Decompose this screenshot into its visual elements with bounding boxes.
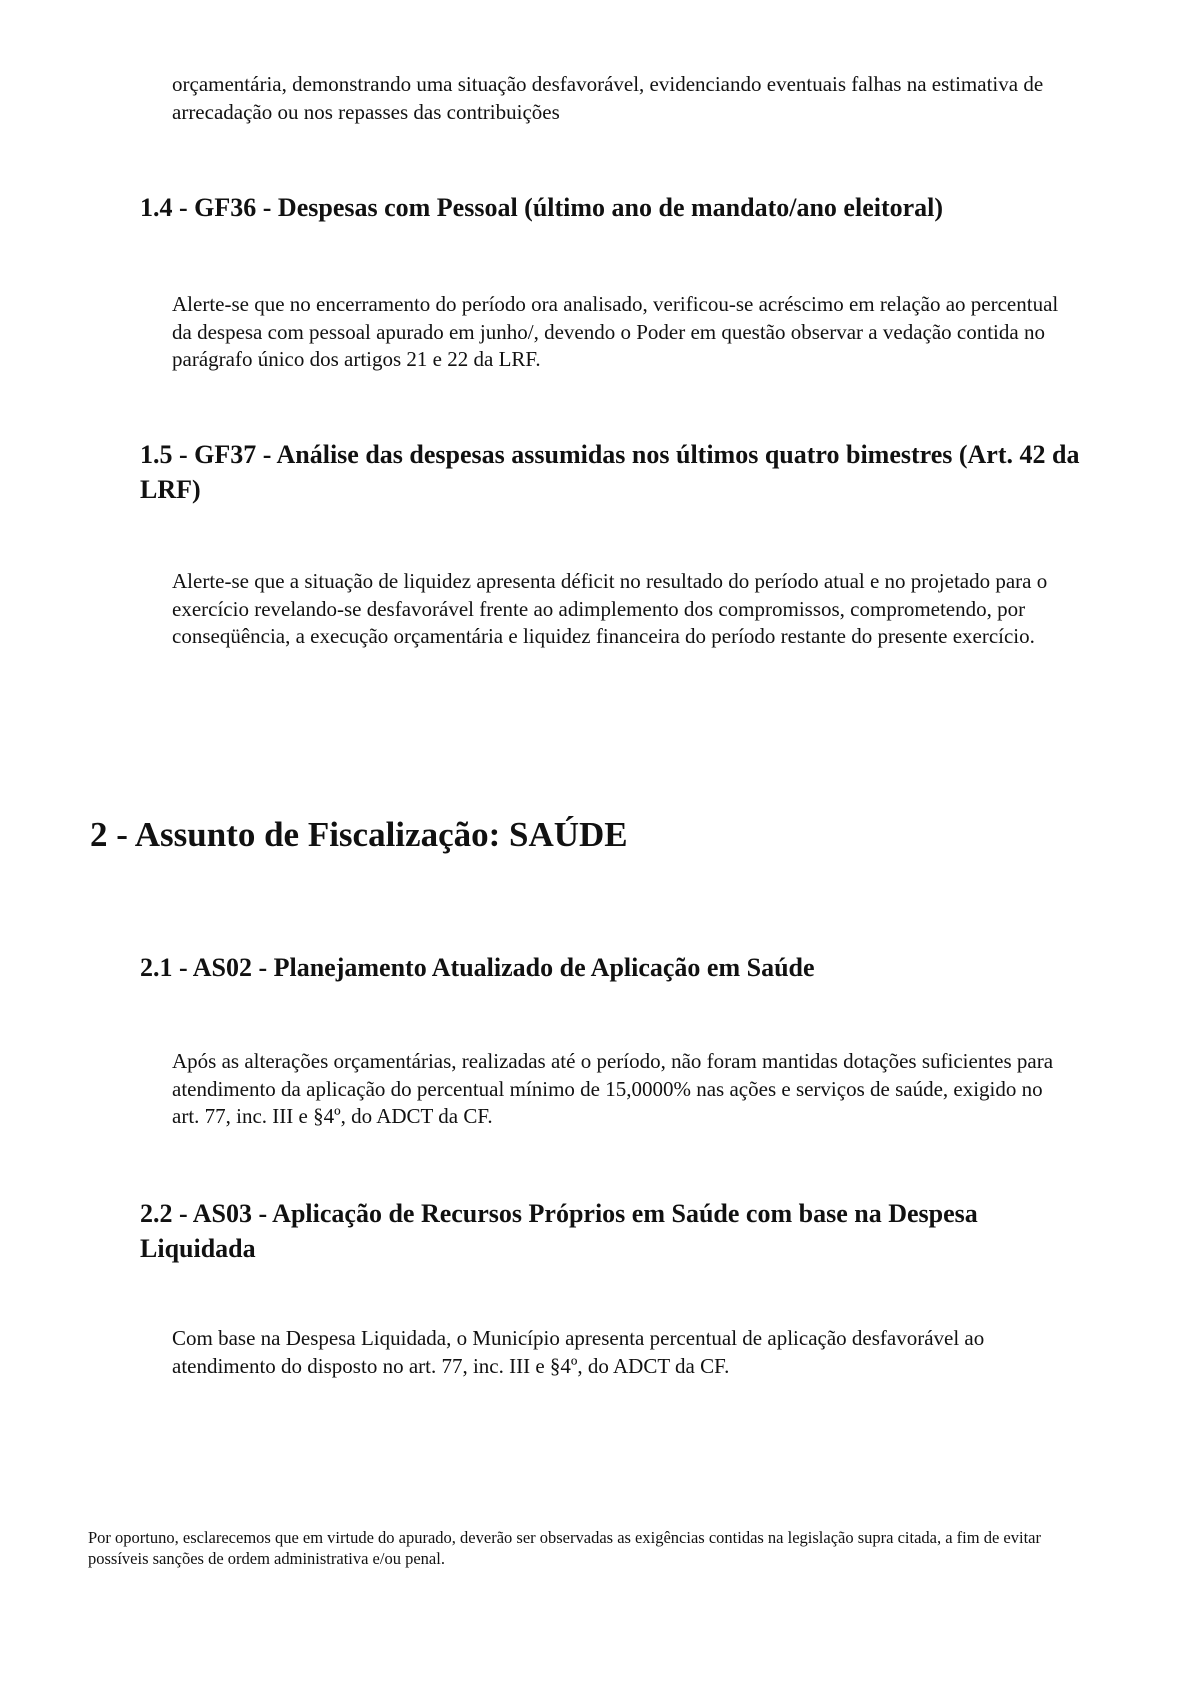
section-1-5-heading: 1.5 - GF37 - Análise das despesas assumidas nos últimos quatro bimestres (Art. 42 da LRF) xyxy=(140,440,1080,504)
section-2-2-heading: 2.2 - AS03 - Aplicação de Recursos Próprios em Saúde com base na Despesa Liquidada xyxy=(140,1199,978,1263)
section-1-4-body: Alerte-se que no encerramento do período ora analisado, verificou-se acréscimo em relação ao percentual da despesa com pessoal apurado em junho/, devendo o Poder em questão observar a vedação contida no parágrafo único dos artigos 21 e 22 da LRF. xyxy=(172,292,1059,371)
section-2-heading: 2 - Assunto de Fiscalização: SAÚDE xyxy=(90,815,628,854)
section-2-1-body: Após as alterações orçamentárias, realizadas até o período, não foram mantidas dotações suficientes para atendimento da aplicação do percentual mínimo de 15,0000% nas ações e serviços de saúde, exigido no art. 77, inc. III e §4º, do ADCT da CF. xyxy=(172,1049,1054,1128)
intro-paragraph: orçamentária, demonstrando uma situação desfavorável, evidenciando eventuais falhas na estimativa de arrecadação ou nos repasses das contribuições xyxy=(172,72,1044,124)
section-2-1-heading: 2.1 - AS02 - Planejamento Atualizado de Aplicação em Saúde xyxy=(140,953,815,982)
section-1-5-body: Alerte-se que a situação de liquidez apresenta déficit no resultado do período atual e no projetado para o exercício revelando-se desfavorável frente ao adimplemento dos compromissos, comprometendo, por conseqüência, a execução orçamentária e liquidez financeira do período restante do presente exercício. xyxy=(172,569,1048,648)
section-1-4-heading: 1.4 - GF36 - Despesas com Pessoal (último ano de mandato/ano eleitoral) xyxy=(140,193,944,222)
footer-note: Por oportuno, esclarecemos que em virtude do apurado, deverão ser observadas as exigências contidas na legislação supra citada, a fim de evitar possíveis sanções de ordem administrativa e/ou penal. xyxy=(88,1528,1041,1568)
section-2-2-body: Com base na Despesa Liquidada, o Município apresenta percentual de aplicação desfavorável ao atendimento do disposto no art. 77, inc. III e §4º, do ADCT da CF. xyxy=(172,1326,985,1378)
